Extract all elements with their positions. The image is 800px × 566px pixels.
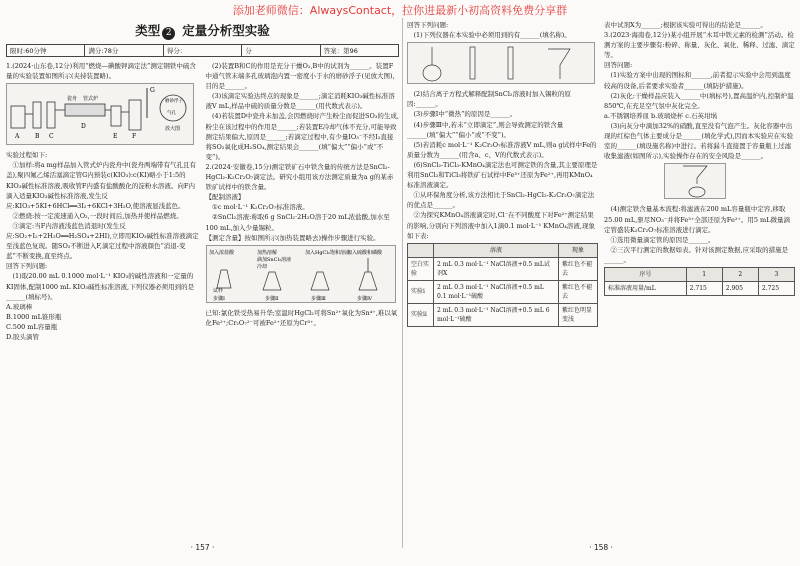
fig2-label-conc-hcl: 加入浓盐酸 [208, 249, 234, 256]
table2-value-1: 2.715 [686, 281, 722, 295]
fig1-label-e: E [113, 133, 118, 141]
score-unit: 分 [242, 45, 320, 56]
q2-prep-1: ①c mol·L⁻¹ K₂Cr₂O₇标准溶液。 [212, 203, 309, 212]
table2-value-3: 2.725 [758, 281, 794, 295]
table2-header-2: 2 [722, 267, 758, 281]
fig1-label-hole: 气孔 [167, 111, 176, 117]
q2-stem: 2.(2024·安徽卷,15分)测定铁矿石中铁含量的传统方法是SnCl₂-HgCl₂-K₂Cr₂O₇滴定法。研究小组用该方法测定质量为a g的某赤铁矿试样中的铁含量。 [205, 162, 394, 192]
q1-option-d: D.胶头滴管 [6, 332, 40, 341]
table-row [408, 280, 598, 303]
fig1-label-furnace: 管式炉 [83, 96, 99, 103]
table1-row-label: 实验ⅰ [408, 280, 434, 303]
fig2-label-step1: 步骤Ⅰ [212, 295, 225, 302]
q3-sub-2-options: a.不锈钢培养皿 b.玻璃烧杯 c.石英坩埚 [604, 111, 718, 120]
table1-row-label: 实验ⅱ [408, 303, 434, 326]
q1-process-title: 实验过程如下: [6, 151, 48, 160]
table-row [408, 257, 598, 280]
table2-header-1: 1 [686, 267, 722, 281]
q2-sub-4: (4)步骤Ⅲ中,若未“立即滴定”,则会导致测定的铁含量______(填“偏大”“偏小”或“不变”)。 [407, 120, 564, 139]
right-column-2 [604, 20, 795, 327]
q1-step-1: ①加样:将a mg样品加入管式炉内瓷舟中(瓷舟两端带有气孔且有盖),聚四氟乙烯活塞滴定管G内预装c(KIO₃):c(KI)略小于1:5的KIO₃碱性标准溶液,吸收管F内盛有盐酸酸化的淀粉水溶液。向F内滴入适量KIO₃碱性标准溶液,发生反应:KIO₃+5KI+6HCl══3I₂+6KCl+3H₂O,使溶液显浅蓝色。 [6, 161, 196, 210]
q1-step-3: ③滴定:当F内溶液浅蓝色消退时(发生反应:SO₂+I₂+2H₂O══H₂SO₄+2HI),立即用KIO₃碱性标准溶液滴定至浅蓝色复现。随SO₂不断进入F,滴定过程中溶液颜色“消退-变蓝”不断变换,直至终点。 [6, 221, 199, 261]
q3-sub-4-1: ①选用微量滴定管的原因是______。 [610, 235, 715, 244]
titration-data-table [604, 267, 795, 296]
answer-ref: 答案：第96 [323, 47, 358, 55]
left-page [6, 16, 399, 552]
fig2-label-step2: 步骤Ⅱ [264, 295, 278, 302]
q3-sub-4: (4)测定铁含量基本流程:将滤液在200 mL容量瓶中定容,移取25.00 mL,驱尽NO₃⁻并将Fe³⁺全部还原为Fe²⁺。用5 mL微量滴定管盛装K₂Cr₂O₇标准溶液进行滴定。 [604, 205, 791, 234]
fig2-label-cool: 冷却 [256, 263, 267, 270]
full-score: 满分:78分 [85, 45, 163, 56]
title-number-badge: 2 [162, 27, 175, 40]
q2-sub-1: (1)下列仪器在本实验中必须用到的有______(填名称)。 [413, 31, 571, 40]
time-limit: 限时:60分钟 [7, 45, 85, 56]
fig2-label-sample: 试样 [212, 287, 223, 294]
page-divider [402, 18, 403, 548]
glassware-figure [407, 42, 595, 84]
table1-corner [408, 243, 434, 257]
q2-sub-6: (6)SnCl₂-TiCl₃-KMnO₄滴定法也可测定铁的含量,其主要原理是利用SnCl₂和TiCl₃将铁矿石试样中Fe³⁺还原为Fe²⁺,再用KMnO₄标准溶液滴定。 [407, 160, 598, 190]
fig1-label-b: B [35, 133, 40, 141]
q1-sub-3: (3)该滴定实验达终点的现象是______;滴定消耗KIO₃碱性标准溶液V mL,样品中硫的质量分数是______(用代数式表示)。 [205, 92, 395, 111]
fig1-label-f: F [132, 133, 137, 141]
q3-stem: 3.(2023·海南卷,12分)某小组开展“木耳中铁元素的检测”活动。检测方案的主要步骤有:粉碎、称量、灰化、氧化、稀释、过滤、滴定等。 [604, 31, 795, 60]
q1-stem: 1.(2024·山东卷,12分)利用“燃烧—碘酸钾滴定法”测定钢铁中硫含量的实验装置如图所示(夹持装置略)。 [6, 62, 196, 81]
title-type: 类型 [135, 23, 161, 38]
funnel-flask-figure [664, 163, 726, 199]
q2-sub-6-1: ①从环保角度分析,该方法相比于SnCl₂-HgCl₂-K₂Cr₂O₇滴定法的优点是______。 [407, 191, 595, 210]
table-row [408, 303, 598, 326]
right-column-1 [407, 20, 598, 327]
table2-row-label: 标准溶液用量/mL [605, 281, 687, 295]
table1-row-solution: 2 mL 0.3 mol·L⁻¹ NaCl溶液+0.5 mL试剂X [433, 257, 558, 280]
q3-sub-3: (3)向灰分中滴加32%的硝酸,直至没有气泡产生。灰化容器中出现的红棕色气体主要成分是______(填化学式),因而本实验应在实验室的______(填设施名称)中进行。若将漏斗直接置于容量瓶上过滤收集滤液(如图所示),实验操作存在的安全风险是______。 [604, 121, 794, 161]
table2-value-2: 2.905 [722, 281, 758, 295]
fig1-label-zoom: 放大图 [165, 126, 181, 133]
q2-measure-title: 【测定含量】按如图所示(加热装置略去)操作步骤进行实验。 [205, 233, 380, 242]
fig2-label-sncl2: 滴加SnCl₂溶液 [256, 256, 291, 263]
fig2-label-acids: 加入硫酸和磷酸 [346, 249, 382, 256]
section-title [6, 20, 399, 40]
left-column-1 [6, 61, 200, 342]
table1-row-solution: 2 mL 0.3 mol·L⁻¹ NaCl溶液+0.5 mL 6 mol·L⁻¹硫酸 [433, 303, 558, 326]
page-number-157: · 157 · [190, 543, 215, 552]
table2-header-3: 3 [758, 267, 794, 281]
q1-sub-1: (1)取20.00 mL 0.1000 mol·L⁻¹ KIO₃的碱性溶液和一定量的KI固体,配制1000 mL KIO₃碱性标准溶液,下列仪器必须用到的是______(填标号)。 [6, 272, 195, 301]
q2-prep-title: 【配制溶液】 [205, 193, 245, 202]
apparatus-figure [6, 83, 194, 145]
q2-sub-6-2: ②为探究KMnO₄溶液滴定时,Cl⁻在不同酸度下对Fe²⁺测定结果的影响,分别向下列溶液中加入1滴0.1 mol·L⁻¹ KMnO₄溶液,现象如下表: [407, 211, 595, 240]
q2-sub-5: (5)若消耗c mol·L⁻¹ K₂Cr₂O₇标准溶液V mL,则a g试样中Fe的质量分数为______(用含a、c、V的代数式表示)。 [407, 140, 597, 159]
table1-header-solution: 溶液 [433, 243, 558, 257]
left-column-2 [206, 61, 400, 342]
table1-row-observation: 紫红色不褪去 [559, 280, 598, 303]
q1-sub-2: (2)装置B和C的作用是充分干燥O₂,B中的试剂为______。装置F中通气管末端多孔玻璃泡内置一密度小于水的磨砂浮子(见放大图),目的是______。 [205, 62, 395, 91]
q1-option-a: A.玻璃棒 [6, 302, 33, 311]
fig2-label-hgcl2: 加入HgCl₂饱和溶液 [304, 249, 350, 256]
q1-sub-4: (4)若装置D中瓷舟未加盖,会因燃烧时产生粉尘而促进SO₃的生成,粉尘在该过程中的作用是______;若装置E冷却气体不充分,可能导致测定结果偏大,原因是______;若滴定过程中,有少量IO₃⁻不经I₂直接将SO₂氧化成H₂SO₄,测定结果会______(填“偏大”“偏小”或“不变”)。 [205, 112, 399, 161]
q2-known-info: 已知:氯化铁受热易升华;室温时HgCl₂可将Sn²⁺氧化为Sn⁴⁺,难以氧化Fe²⁺;Cr₂O₇²⁻可被Fe²⁺还原为Cr³⁺。 [205, 308, 398, 327]
q3-answer-prompt: 回答问题: [604, 61, 633, 70]
table1-row-observation: 紫红色不褪去 [559, 257, 598, 280]
fig1-label-float: 磨砂浮子 [165, 99, 183, 105]
experiment-table [407, 243, 598, 327]
fig1-label-g: G [150, 87, 155, 95]
fig1-label-d: D [81, 123, 86, 131]
fig2-label-dissolve: 加热溶解 [256, 249, 277, 256]
q1-option-b: B.1000 mL锥形瓶 [6, 312, 62, 321]
table1-row-label: 空白实验 [408, 257, 434, 280]
q3-sub-2: (2)灰化:干燥样品应装入______中(填标号),置高温炉内,控制炉温850℃,在充足空气氛中灰化完全。 [604, 91, 794, 110]
q1-answer-prompt: 回答下列问题: [6, 262, 48, 271]
q3-sub-1: (1)实验方案中出现的图标和______,前者提示实验中会用到温度较高的设备,后者要求实验者______(填防护措施)。 [604, 71, 791, 90]
q1-step-2: ②燃烧:按一定流速通入O₂,一段时间后,加热并使样品燃烧。 [12, 211, 183, 220]
fig1-label-c: C [49, 133, 54, 141]
fig2-label-step3: 步骤Ⅲ [310, 295, 326, 302]
watermark-text: 添加老师微信：AlwaysContact，拉你进最新小初高资料免费分享群 [232, 4, 568, 17]
q3-sub-4-2: ②三次平行测定的数据如表。针对该测定数据,应采取的措施是______。 [604, 245, 789, 264]
q2-sub-3: (3)步骤Ⅰ中“微热”的原因是______。 [413, 110, 517, 119]
title-text: 定量分析型实验 [182, 23, 270, 38]
fig1-label-boat: 瓷舟 [67, 96, 78, 103]
table2-header-index: 序号 [605, 267, 687, 281]
q2-answer-prompt: 回答下列问题: [407, 21, 449, 29]
table1-row-solution: 2 mL 0.3 mol·L⁻¹ NaCl溶液+0.5 mL 0.1 mol·L⁻¹硫酸 [433, 280, 558, 303]
right-page [407, 16, 795, 552]
q2-prep-2: ②SnCl₂溶液:称取6 g SnCl₂·2H₂O溶于20 mL浓盐酸,加水至100 mL,加入少量锡粒。 [205, 213, 390, 232]
q1-option-c: C.500 mL容量瓶 [6, 322, 58, 331]
table-row [605, 281, 795, 295]
procedure-figure [206, 245, 396, 303]
table1-header-observation: 现象 [559, 243, 598, 257]
page-number-158: · 158 · [589, 543, 613, 552]
q2-sub-2: (2)结合离子方程式解释配制SnCl₂溶液时加入锡粒的原因:______。 [407, 90, 572, 109]
score-label: 得分： [164, 45, 242, 56]
q2-sub-6-2-cont: 表中试剂X为______;根据该实验可得出的结论是______。 [604, 21, 767, 29]
table1-row-observation: 紫红色明显变浅 [559, 303, 598, 326]
fig1-label-a: A [15, 133, 20, 141]
fig2-label-step4: 步骤Ⅳ [356, 295, 372, 302]
info-bar [6, 44, 399, 57]
